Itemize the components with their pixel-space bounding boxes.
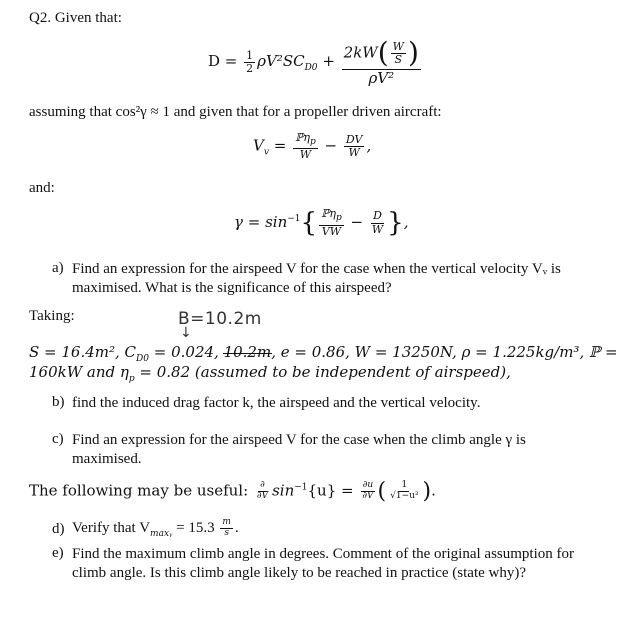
vv-frac1-num: ℙη [295,131,310,144]
part-e-text: Find the maximum climb angle in degrees. Comment of the original assumption for climb angle. Is this climb angle likely to be reached in practice (state why)? [72,546,574,581]
useful-fn-sup: −1 [294,482,308,493]
params-post: , e = 0.86, W = 13250N, ρ = 1.225kg/m³, ℙ = [271,343,618,361]
drag-plus: + [322,52,335,71]
gamma-minus: − [350,213,364,231]
wing-loading-num: W [392,39,404,53]
gamma-frac1-num-sub: p [335,213,342,224]
gamma-frac2-den: W [371,222,384,236]
drag-equation: D = $\frac{1}{2}$ $\rho V^2SC_{D0}$ + 2kW( $\frac{W}{S}$ ) ρV² [208,36,419,87]
params-mid: = 0.024, [148,343,224,361]
gamma-trail: , [403,213,409,231]
vertical-velocity-equation [253,132,371,161]
parameters-line-1 [29,343,618,364]
useful-intro: The following may be useful: [29,481,249,500]
useful-one: 1 [401,480,408,491]
part-d-mid: = 15.3 [172,519,215,536]
question-heading: Q2. Given that: [29,10,122,26]
drag-term2-coeff: 2kW [343,43,378,62]
struck-span-value: 10.2m [223,343,272,361]
useful-identity: The following may be useful: $\frac{\partial}{\partial V}$ $\sin^{-1}\{u\}$ = $\frac{\partial u}{\partial V}$ ( $\frac{1}{\text{√1−u²}}$ ). [29,479,436,504]
handwritten-arrow: ↓ [180,325,193,341]
vv-minus: − [324,136,338,155]
vv-frac2-num: DV [345,132,363,146]
taking-label: Taking: [29,308,75,324]
and-label: and: [29,180,55,196]
wing-loading-den: S [394,52,403,66]
vv-frac2-den: W [348,146,360,160]
useful-trail: . [431,481,436,500]
useful-root: √1−u² [390,491,419,501]
useful-d-den: ∂V [256,491,269,501]
vv-lhs: V [253,136,264,155]
params-line2-post: = 0.82 (assumed to be independent of airspeed), [134,363,511,381]
useful-arg: {u} = [307,481,354,500]
part-d-pre: Verify that V [72,519,151,536]
gamma-frac1-den: VW [321,224,341,238]
part-d-unit-num: m [222,517,231,527]
gamma-frac1-num: ℙη [321,207,336,221]
part-d-unit-den: s [224,527,229,538]
part-d-sub: maxᵧ [150,528,173,539]
gamma-lhs-sup: −1 [287,214,301,224]
drag-term1-sub: D0 [304,63,318,74]
vv-lhs-sub: v [263,147,269,158]
params-cd0-sub: D0 [136,354,149,364]
gamma-frac2-num: D [373,209,382,223]
part-c-text: Find an expression for the airspeed V for the case when the climb angle γ is maximised. [72,432,526,467]
useful-d-num: ∂ [260,480,265,491]
part-a-text: Find an expression for the airspeed V for the case when the vertical velocity Vᵥ is maximised. What is the significance of this airspeed? [72,261,561,296]
climb-angle-equation: $\gamma = \sin^{-1}${ $\frac{ℙ\eta_p}{VW}$ − $\frac{D}{W}$ }, [234,207,409,238]
params-pre: S = 16.4m², C [29,343,137,361]
drag-eq-lhs: D = [208,52,238,71]
useful-fn: sin [272,481,295,500]
vv-frac1-den: W [299,148,312,162]
part-c-label: c) [52,431,64,447]
useful-du-num: ∂u [362,480,374,491]
gamma-lhs: γ = sin [234,213,288,231]
parameters-line-2 [29,363,511,384]
part-a-label: a) [52,260,64,276]
part-b-label: b) [52,394,65,410]
params-line2-sub: p [128,374,135,384]
part-d-trail: . [234,519,239,536]
half-den: 2 [246,61,254,75]
part-d-label: d) [52,521,65,537]
drag-term2-den: ρV² [368,68,395,87]
useful-du-den: ∂V [362,491,374,501]
part-e-label: e) [52,545,64,561]
handwritten-span-note: B=10.2m [178,309,262,329]
half-num: 1 [246,48,254,62]
part-d-text [72,518,239,539]
vv-frac1-num-sub: p [309,137,316,148]
vv-equals: = [273,136,287,155]
assumption-text: assuming that cos²γ ≈ 1 and given that for a propeller driven aircraft: [29,104,442,120]
part-b-text: find the induced drag factor k, the airspeed and the vertical velocity. [72,395,481,411]
vv-trail: , [366,136,372,155]
params-line2-pre: 160kW and η [29,363,129,381]
drag-term1: ρV²SC [257,52,305,71]
